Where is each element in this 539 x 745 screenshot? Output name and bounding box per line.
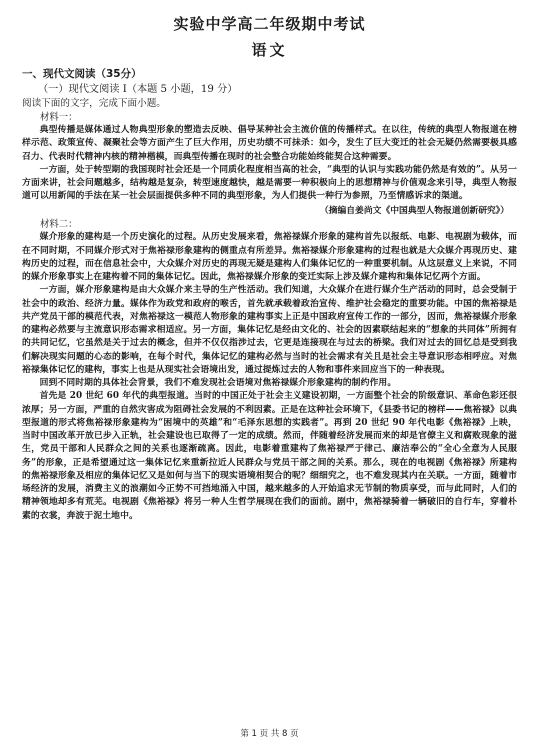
- subject-title: 语文: [251, 41, 288, 59]
- material-2-paragraph: 一方面，媒介形象建构是由大众媒介来主导的生产性活动。我们知道，大众媒介在进行媒介生产活动的同时，总会受制于社会中的政治、经济力量。媒体作为政党和政府的喉舌，首先就承载着政治宣传、维护社会稳定的重要功能。中国的焦裕禄是共产党员干部的模范代表，对焦裕禄这一模范人物形象的建构事实上正是中国政府宣传工作的一部分，因而，焦裕禄媒介形象的建构必然要与主流意识形态需求相适应。另一方面，集体记忆是经由文化的、社会的因素联结起来的“想象的共同体”所拥有的共同记忆，它虽然是关于过去的概念，但并不仅仅指涉过去，它更是连接现在与过去的桥梁。我们对过去的回忆总是受到我们解决现实问题的心态的影响，在每个时代，集体记忆的建构必然与当时的社会需求有关且是社会主导意识形态相呼应。对焦裕禄集体记忆的建构，事实上也是从现实社会语境出发，通过提炼过去的人物和事件来回应当下的一种表现。: [22, 285, 517, 375]
- material-1-source: （摘编自姜尚文《中国典型人物报道创新研究》）: [319, 205, 509, 216]
- subsection-heading: （一）现代文阅读 I（本题 5 小题，19 分）: [38, 84, 238, 95]
- page-footer: 第 1 页 共 8 页: [240, 729, 299, 739]
- school-exam-title: 实验中学高二年级期中考试: [173, 15, 366, 33]
- material-1-paragraph: 一方面，处于转型期的我国现时社会还是一个同质化程度相当高的社会，“典型的认识与实践功能仍然是有效的”。从另一方面来讲，社会问题越多，结构越是复杂，转型速度越快，越是需要一种积极向上的思想精神与价值观念来引导，典型人物报道可以用新闻的手法在某一社会层面提供多种不同的典型形象，为人们提供一种行为参照，乃至情感诉求的渠道。: [22, 164, 517, 202]
- material-1-label: 材料一：: [40, 111, 78, 123]
- material-2-paragraph: 回到不同时期的具体社会背景，我们不难发现社会语境对焦裕禄媒介形象建构的制约作用。: [39, 378, 397, 389]
- instruction-text: 阅读下面的文字，完成下面小题。: [22, 98, 166, 109]
- section-heading: 一、现代文阅读（35分）: [22, 68, 142, 80]
- material-2-paragraph: 媒介形象的建构是一个历史演化的过程。从历史发展来看，焦裕禄媒介形象的建构首先以报纸、电影、电视剧为载体，而在不同时期，不同媒介形式对于焦裕禄形象建构的侧重点有所差异。焦裕禄媒介形象建构的过程也就是大众媒介再现历史、建构历史的过程，而在信息社会中，大众媒介对历史的再现无疑是建构人们集体记忆的一种重要机制。从这层意义上来说，不同的媒介形象事实上在建构着不同的集体记忆。因此，焦裕禄媒介形象的变迁实际上涉及媒介建构和集体记忆两个方面。: [22, 232, 517, 283]
- material-2-label: 材料二：: [40, 218, 78, 230]
- material-1-paragraph: 典型传播是媒体通过人物典型形象的塑造去反映、倡导某种社会主流价值的传播样式。在以往，传统的典型人物报道在榜样示范、政策宣传、凝聚社会等方面产生了巨大作用，历史功绩不可抹杀：如今，发生了巨大变迁的社会无疑仍然需要极具感召力、代表时代精神内核的精神楷模，而典型传播在现时的社会整合功能始终能契合这种需要。: [22, 125, 517, 162]
- material-2-paragraph: 首先是 20 世纪 60 年代的典型报道。当时的中国正处于社会主义建设初期，一方面整个社会的阶级意识、革命色彩还很浓厚；另一方面，严重的自然灾害成为阻碍社会发展的不利因素。正是在这种社会环境下，《县委书记的榜样——焦裕禄》以典型报道的形式将焦裕禄形象建构为“困境中的英雄”和“毛泽东思想的实践者”。再到 20 世纪 90 年代电影《焦裕禄》上映，当时中国改革开放已步入正轨，社会建设也已取得了一定的成绩。然而，伴随着经济发展而来的却是官僚主义和腐败现象的滋生，党员干部和人民群众之间的关系也逐渐疏离。因此，电影着重建构了焦裕禄严于律己、廉洁奉公的“全心全意为人民服务”的形象，正是希望通过这一集体记忆来重新拉近人民群众与党员干部之间的关系。那么，现在的电视剧《焦裕禄》所建构的焦裕禄形象及相应的集体记忆又是如何与当下的现实语境相契合的呢？细细究之，也不难发现其内在关联。一方面，随着市场经济的发展，消费主义的浪潮如今正势不可挡地涌入中国，越来越多的人开始追求无节制的物质享受，而与此同时，人们的精神领地却多有荒芜。电视剧《焦裕禄》将另一种人生哲学展现在我们的面前。剧中，焦裕禄骑着一辆破旧的自行车，穿着朴素的衣裳，奔波于泥土地中。: [22, 391, 517, 521]
